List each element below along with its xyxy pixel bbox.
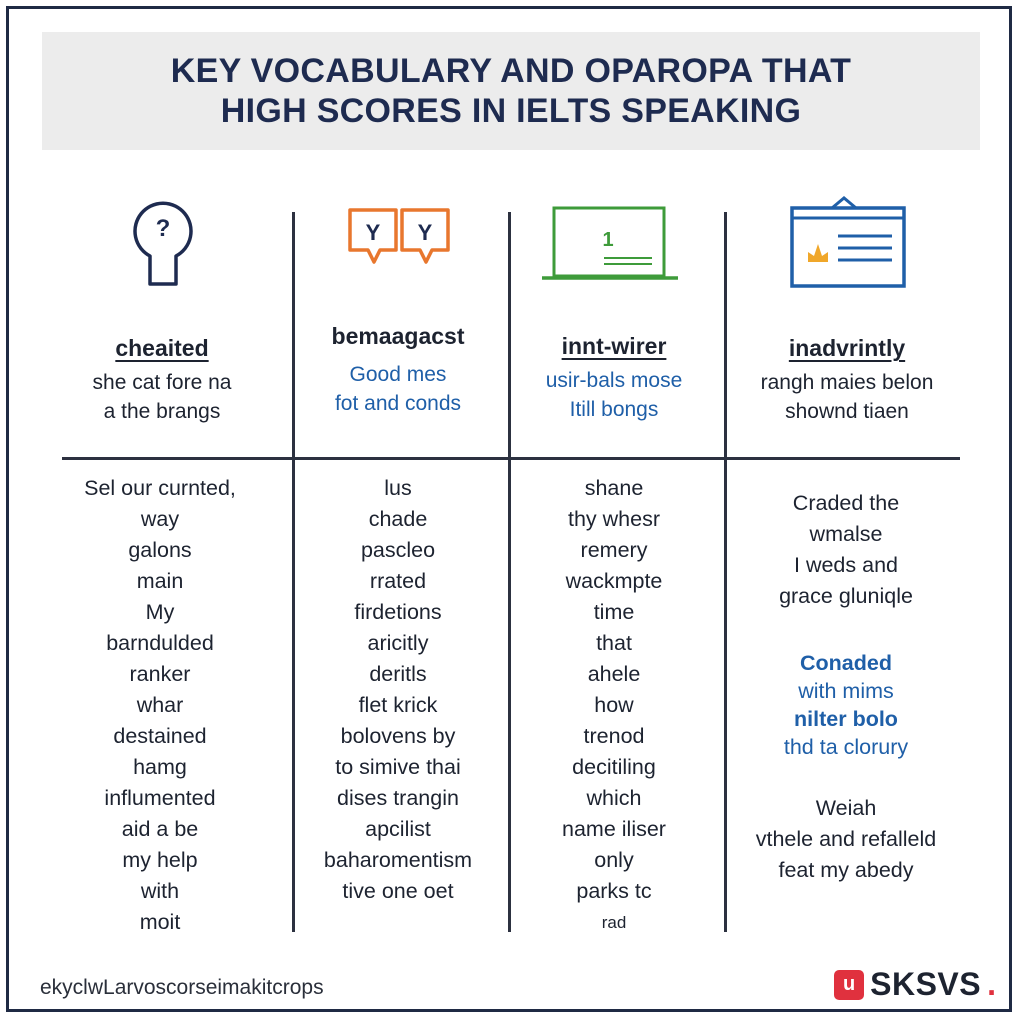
list-item: name iliser — [562, 817, 666, 841]
title-banner — [42, 32, 980, 150]
list-item: bolovens by — [340, 724, 456, 748]
column-head-3 — [514, 332, 714, 424]
list-item: Sel our curnted, — [84, 476, 236, 500]
list-item: influmented — [104, 786, 216, 810]
list-item: ahele — [587, 662, 641, 686]
note-line: Conaded — [800, 651, 892, 675]
header-row-divider — [62, 457, 960, 460]
title-line-1: KEY VOCABULARY AND OPAROPA THAT — [170, 52, 852, 90]
column-divider-1-lower — [292, 462, 295, 932]
list-item: apcilist — [365, 817, 431, 841]
term-3-desc-line-1: usir-bals mose — [545, 369, 683, 392]
bubble-letter-right: Y — [417, 220, 433, 245]
note-line: nilter bolo — [794, 707, 898, 731]
list-item: that — [596, 631, 632, 655]
list-item: whar — [136, 693, 184, 717]
list-item: tive one oet — [342, 879, 454, 903]
word-list-3 — [514, 473, 714, 938]
list-item: with — [140, 879, 180, 903]
list-item: ranker — [129, 662, 191, 686]
list-item: only — [594, 848, 634, 872]
list-item: chade — [368, 507, 428, 531]
list-item: rrated — [369, 569, 427, 593]
list-item: main — [136, 569, 184, 593]
list-item: baharomentism — [323, 848, 473, 872]
note-line: wmalse — [809, 522, 883, 546]
term-4: inadvrintly — [788, 335, 906, 361]
list-item: aid a be — [121, 817, 199, 841]
note-line: with mims — [798, 679, 894, 703]
list-item: galons — [128, 538, 192, 562]
brand-badge-icon: u — [834, 970, 864, 1000]
note-line: vthele and refalleld — [755, 827, 937, 851]
note-line: Weiah — [815, 796, 877, 820]
list-item: thy whesr — [567, 507, 660, 531]
term-3-desc-line-2: Itill bongs — [569, 398, 659, 421]
notes-group-highlight — [736, 649, 956, 761]
list-item: lus — [384, 476, 412, 500]
list-item: time — [593, 600, 635, 624]
list-item: to simive thai — [335, 755, 461, 779]
column-divider-3 — [724, 212, 727, 932]
list-item: parks tc — [576, 879, 652, 903]
list-item: firdetions — [354, 600, 442, 624]
notes-group-bottom — [736, 793, 956, 886]
list-item: hamg — [133, 755, 187, 779]
list-item: shane — [584, 476, 644, 500]
note-line: feat my abedy — [778, 858, 914, 882]
laptop-icon — [540, 204, 680, 282]
list-item: decitiling — [572, 755, 656, 779]
list-item: My — [145, 600, 175, 624]
brand-logo — [834, 966, 996, 1003]
list-item: how — [594, 693, 634, 717]
note-line: Craded the — [792, 491, 900, 515]
term-2-desc-line-2: fot and conds — [334, 392, 462, 415]
list-item: wackmpte — [565, 569, 663, 593]
brand-name: SKSVS — [870, 966, 982, 1002]
list-item: dises trangin — [337, 786, 459, 810]
note-line: thd ta clorury — [783, 735, 909, 759]
bubble-letter-left: Y — [365, 220, 381, 245]
note-line: I weds and — [794, 553, 898, 577]
keyhole-question-icon — [128, 196, 198, 292]
laptop-screen-glyph: 1 — [602, 229, 614, 251]
list-item: trenod — [583, 724, 645, 748]
term-4-desc-line-1: rangh maies belon — [760, 371, 934, 394]
list-item: aricitly — [367, 631, 429, 655]
column-head-4 — [732, 334, 962, 426]
word-list-2 — [298, 473, 498, 907]
term-4-desc-line-2: shownd tiaen — [785, 400, 909, 423]
column-head-2 — [298, 322, 498, 418]
list-item: which — [586, 786, 642, 810]
term-1-desc-line-1: she cat fore na — [92, 371, 232, 394]
document-card-icon — [788, 196, 908, 290]
column-head-1 — [62, 334, 262, 426]
term-1: cheaited — [115, 335, 209, 361]
word-list-1 — [50, 473, 270, 938]
term-1-desc-line-2: a the brangs — [103, 400, 221, 423]
column-divider-2 — [508, 212, 511, 932]
footer-url-text: ekyclwLarvoscorseimakitcrops — [40, 976, 324, 999]
list-item: moit — [139, 910, 181, 934]
list-item: way — [140, 507, 180, 531]
list-item: barndulded — [106, 631, 214, 655]
list-item: deritls — [369, 662, 427, 686]
list-item: my help — [122, 848, 198, 872]
brand-dot: . — [987, 966, 996, 1002]
list-item: destained — [113, 724, 207, 748]
speech-bubbles-icon — [344, 204, 456, 274]
column-divider-1 — [292, 212, 295, 462]
note-line: grace gluniqle — [779, 584, 913, 608]
list-item: rad — [601, 913, 627, 932]
title-line-2: HIGH SCORES IN IELTS SPEAKING — [220, 92, 802, 130]
term-2-desc-line-1: Good mes — [349, 363, 447, 386]
notes-group-top — [736, 488, 956, 612]
question-mark: ? — [155, 215, 171, 242]
term-2: bemaagacst — [331, 323, 465, 349]
list-item: remery — [580, 538, 648, 562]
list-item: pascleo — [360, 538, 436, 562]
list-item: flet krick — [358, 693, 438, 717]
term-3: innt-wirer — [561, 333, 667, 359]
